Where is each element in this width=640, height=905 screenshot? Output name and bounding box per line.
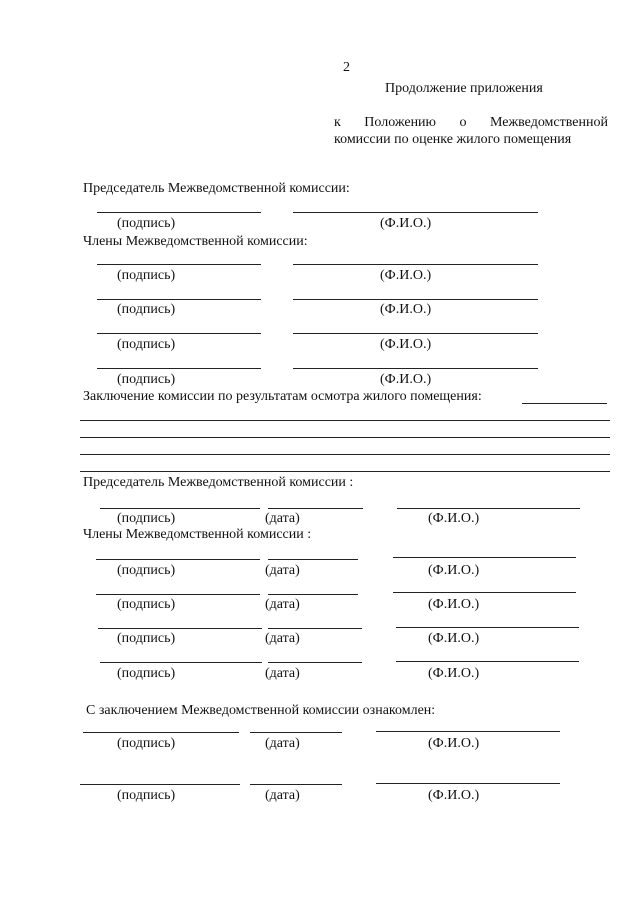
fio-line[interactable] bbox=[376, 783, 560, 784]
date-line[interactable] bbox=[268, 559, 358, 560]
date-line[interactable] bbox=[250, 784, 342, 785]
date-line[interactable] bbox=[268, 594, 358, 595]
signature-caption: (подпись) bbox=[117, 631, 176, 646]
date-caption: (дата) bbox=[265, 631, 300, 646]
fio-caption: (Ф.И.О.) bbox=[428, 666, 480, 681]
appendix-continuation-title: Продолжение приложения bbox=[385, 81, 543, 96]
fio-caption: (Ф.И.О.) bbox=[380, 337, 432, 352]
signature-line[interactable] bbox=[100, 662, 262, 663]
date-line[interactable] bbox=[268, 508, 363, 509]
members-label: Члены Межведомственной комиссии: bbox=[83, 234, 308, 249]
conclusion-line[interactable] bbox=[522, 403, 607, 404]
conclusion-line[interactable] bbox=[80, 454, 610, 455]
fio-line[interactable] bbox=[376, 731, 560, 732]
signature-line[interactable] bbox=[96, 559, 260, 560]
date-line[interactable] bbox=[268, 628, 362, 629]
ref-word: к bbox=[334, 115, 341, 130]
signature-caption: (подпись) bbox=[117, 268, 176, 283]
date-caption: (дата) bbox=[265, 788, 300, 803]
signature-caption: (подпись) bbox=[117, 736, 176, 751]
fio-caption: (Ф.И.О.) bbox=[428, 511, 480, 526]
fio-caption: (Ф.И.О.) bbox=[428, 788, 480, 803]
date-caption: (дата) bbox=[265, 736, 300, 751]
ref-word: о bbox=[459, 115, 467, 130]
signature-caption: (подпись) bbox=[117, 511, 176, 526]
signature-line[interactable] bbox=[96, 594, 260, 595]
fio-caption: (Ф.И.О.) bbox=[428, 736, 480, 751]
date-line[interactable] bbox=[250, 732, 342, 733]
signature-line[interactable] bbox=[98, 628, 262, 629]
fio-caption: (Ф.И.О.) bbox=[428, 597, 480, 612]
ref-word: Межведомственной bbox=[489, 115, 608, 130]
signature-line[interactable] bbox=[83, 732, 239, 733]
signature-line[interactable] bbox=[97, 333, 261, 334]
fio-caption: (Ф.И.О.) bbox=[380, 268, 432, 283]
conclusion-line[interactable] bbox=[80, 437, 610, 438]
ref-word: Положению bbox=[364, 115, 437, 130]
signature-caption: (подпись) bbox=[117, 788, 176, 803]
signature-line[interactable] bbox=[97, 264, 261, 265]
signature-caption: (подпись) bbox=[117, 216, 176, 231]
fio-caption: (Ф.И.О.) bbox=[380, 302, 432, 317]
conclusion-label: Заключение комиссии по результатам осмотра жилого помещения: bbox=[83, 389, 482, 404]
fio-line[interactable] bbox=[396, 661, 579, 662]
chair-label: Председатель Межведомственной комиссии: bbox=[83, 181, 350, 196]
date-caption: (дата) bbox=[265, 666, 300, 681]
fio-line[interactable] bbox=[293, 368, 538, 369]
conclusion-line[interactable] bbox=[80, 420, 610, 421]
conclusion-line[interactable] bbox=[80, 471, 610, 472]
signature-caption: (подпись) bbox=[117, 372, 176, 387]
fio-line[interactable] bbox=[293, 333, 538, 334]
signature-caption: (подпись) bbox=[117, 597, 176, 612]
fio-line[interactable] bbox=[393, 592, 576, 593]
signature-caption: (подпись) bbox=[117, 666, 176, 681]
chair-label: Председатель Межведомственной комиссии : bbox=[83, 475, 354, 490]
fio-line[interactable] bbox=[293, 212, 538, 213]
appendix-reference-line2: комиссии по оценке жилого помещения bbox=[334, 132, 572, 147]
date-line[interactable] bbox=[268, 662, 362, 663]
page-number: 2 bbox=[343, 60, 350, 75]
signature-caption: (подпись) bbox=[117, 302, 176, 317]
fio-line[interactable] bbox=[293, 264, 538, 265]
signature-caption: (подпись) bbox=[117, 337, 176, 352]
members-label: Члены Межведомственной комиссии : bbox=[83, 527, 312, 542]
signature-line[interactable] bbox=[80, 784, 240, 785]
fio-line[interactable] bbox=[396, 627, 579, 628]
signature-line[interactable] bbox=[97, 368, 261, 369]
fio-caption: (Ф.И.О.) bbox=[380, 372, 432, 387]
date-caption: (дата) bbox=[265, 563, 300, 578]
fio-line[interactable] bbox=[397, 508, 580, 509]
signature-caption: (подпись) bbox=[117, 563, 176, 578]
signature-line[interactable] bbox=[97, 212, 261, 213]
date-caption: (дата) bbox=[265, 511, 300, 526]
appendix-reference-line1 bbox=[334, 115, 608, 131]
fio-line[interactable] bbox=[393, 557, 576, 558]
signature-line[interactable] bbox=[100, 508, 260, 509]
acquainted-label: С заключением Межведомственной комиссии ознакомлен: bbox=[86, 703, 436, 718]
fio-caption: (Ф.И.О.) bbox=[428, 631, 480, 646]
fio-caption: (Ф.И.О.) bbox=[428, 563, 480, 578]
signature-line[interactable] bbox=[97, 299, 261, 300]
fio-line[interactable] bbox=[293, 299, 538, 300]
fio-caption: (Ф.И.О.) bbox=[380, 216, 432, 231]
date-caption: (дата) bbox=[265, 597, 300, 612]
